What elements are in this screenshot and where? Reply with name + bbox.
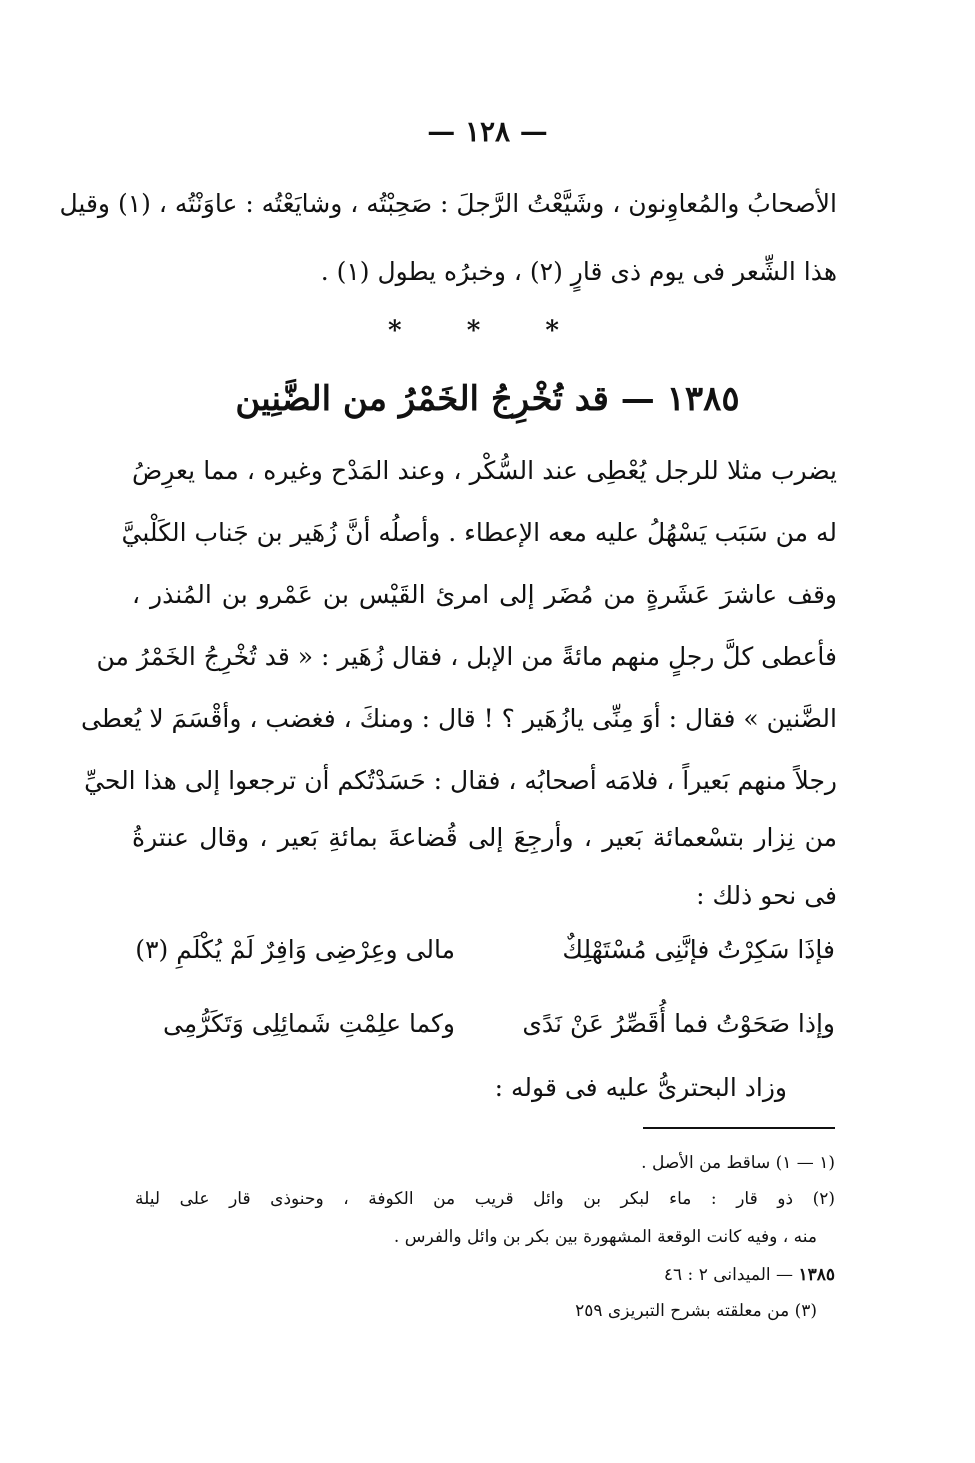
paragraph-line: من نِزار بتسْعمائة بَعير ، وأرجِعَ إلى قُضاعةَ بمائةِ بَعير ، وقال عنترةُ: [132, 823, 837, 852]
footnote-proverb-number: ١٣٨٥: [798, 1265, 835, 1285]
proverb-heading: ١٣٨٥ — قد تُخْرِجُ الخَمْرُ من الضَّنِين: [235, 379, 740, 419]
verse-first-half: فإذَا سَكِرْتُ فإنَّنِى مُسْتَهْلِكٌ: [562, 935, 835, 964]
verse-second-half: وكما علِمْتِ شَمائِلِى وَتَكَرُّمِى: [162, 1009, 455, 1038]
paragraph-line: يضرب مثلا للرجل يُعْطِى عند السُّكْر ، وعند المَدْح وغيره ، مما يعرِضُ: [132, 456, 837, 485]
section-separator: * * *: [388, 316, 587, 346]
footnote-line: [135, 1260, 835, 1290]
verse-first-half: وإذا صَحَوْتُ فما أُقَصِّرُ عَنْ نَدًى: [522, 1009, 835, 1038]
paragraph-line: رجلاً منهم بَعيراً ، فلامَه أصحابُه ، فقال : حَسَدْتُكم أن ترجعوا إلى هذا الحيِّ: [84, 766, 837, 795]
paragraph-line: فأعطى كلَّ رجلٍ منهم مائةً من الإبل ، فقال زُهَير : « قد تُخْرِجُ الخَمْرُ من: [96, 642, 837, 671]
footnote-line: منه ، وفيه كانت الوقعة المشهورة بين بكر بن وائل والفرس .: [393, 1227, 817, 1247]
footnote-line: (١ — ١) ساقط من الأصل .: [641, 1153, 835, 1173]
paragraph-line: الضَّنين » فقال : أوَ مِنِّى يازُهَير ؟ ! قال : ومنكَ ، فغضب ، وأقْسَمَ لا يُعطى: [81, 704, 837, 733]
footnote-divider: [643, 1127, 835, 1129]
paragraph-line: له من سَبَب يَسْهُلُ عليه معه الإعطاء . وأصلُه أنَّ زُهَير بن جَناب الكَلْبيَّ: [121, 518, 837, 547]
footnote-line: (٣) من معلقته بشرح التبريزى ٢٥٩: [575, 1301, 817, 1321]
paragraph-line: وقف عاشرَ عَشَرةٍ من مُضَر إلى امرئ القَيْس بن عَمْرو بن المُنذر ،: [132, 580, 837, 609]
page-number: — ١٢٨ —: [427, 115, 548, 148]
intro-line: الأصحابُ والمُعاوِنون ، وشَيَّعْتُ الرَّجلَ : صَحِبْتُه ، وشايَعْتُه : عاوَنْتُه ، (١) وقيل: [59, 189, 837, 218]
verse-second-half: مالى وعِرْضِى وَافِرٌ لَمْ يُكْلَمِ (٣): [135, 935, 455, 964]
footnote-source: — الميدانى ٢ : ٤٦: [663, 1265, 799, 1285]
intro-line: هذا الشِّعر فى يوم ذى قارٍ (٢) ، وخبرُه يطول (١) .: [320, 257, 837, 286]
verse-followup: وزاد البحترىُّ عليه فى قوله :: [494, 1073, 787, 1102]
footnote-line: (٢) ذو قار : ماء لبكر بن وائل قريب من الكوفة ، وحنوذى قار على ليلة: [135, 1189, 835, 1209]
paragraph-line: فى نحو ذلك :: [696, 881, 837, 910]
